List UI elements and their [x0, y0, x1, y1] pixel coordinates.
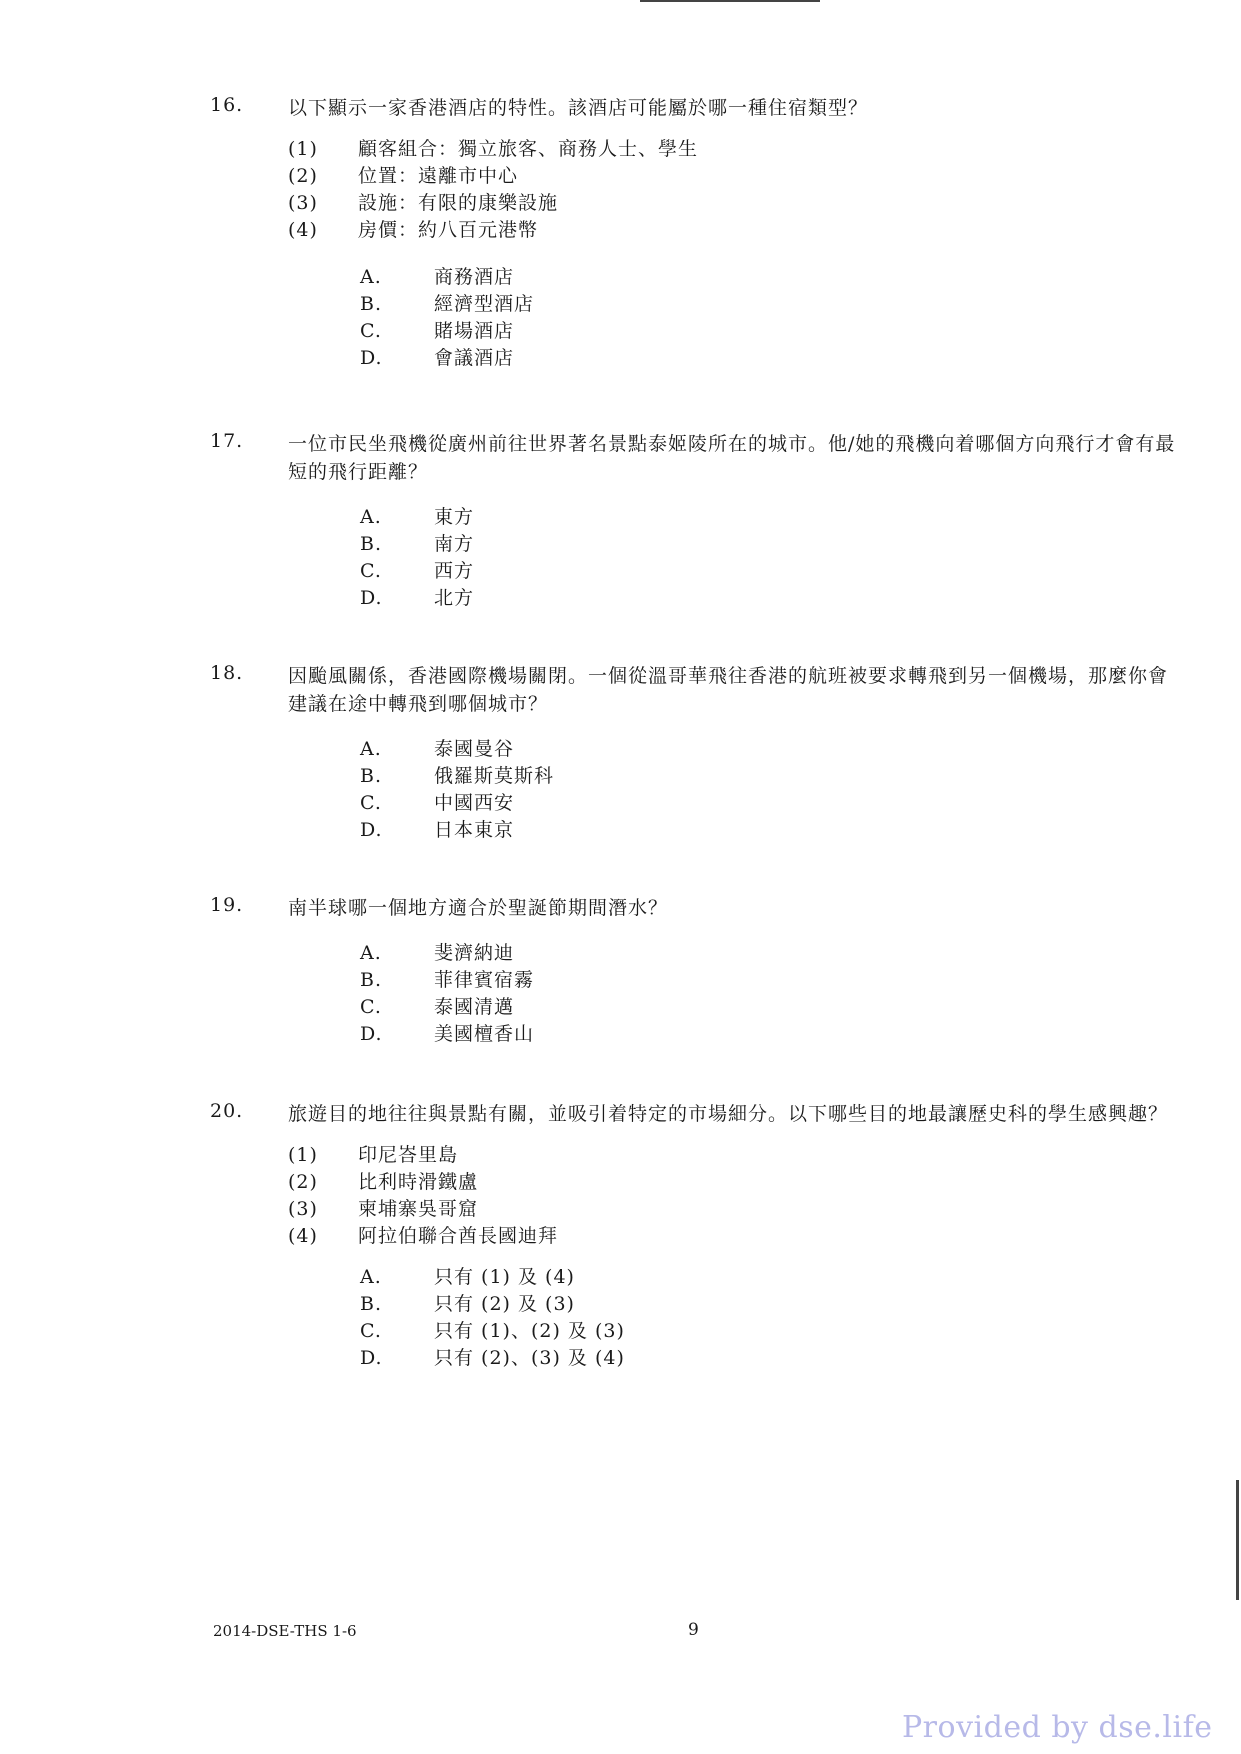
statement-text: 房價：約八百元港幣: [358, 219, 539, 241]
option-b: [360, 763, 1180, 790]
option-d: [360, 817, 1180, 844]
scan-artifact: [1236, 1480, 1239, 1600]
statement-item: [288, 1169, 1180, 1196]
question-text: 因颱風關係，香港國際機場關閉。一個從溫哥華飛往香港的航班被要求轉飛到另一個機場，那麼你會建議在途中轉飛到哪個城市？: [288, 665, 1169, 715]
option-label: D.: [360, 819, 383, 841]
option-text: 商務酒店: [434, 266, 515, 288]
option-a: [360, 940, 1180, 967]
option-text: 北方: [434, 587, 475, 609]
option-label: A.: [360, 266, 382, 288]
option-label: A.: [360, 942, 382, 964]
option-list: [360, 1264, 1180, 1372]
option-b: [360, 531, 1180, 558]
option-text: 菲律賓宿霧: [434, 969, 535, 991]
page-number: 9: [688, 1620, 699, 1640]
option-label: C.: [360, 792, 382, 814]
statement-text: 比利時滑鐵盧: [358, 1171, 479, 1193]
option-a: [360, 504, 1180, 531]
statement-item: [288, 1196, 1180, 1223]
option-b: [360, 291, 1180, 318]
option-label: C.: [360, 996, 382, 1018]
question-17: [210, 430, 1180, 612]
option-b: [360, 967, 1180, 994]
option-label: C.: [360, 320, 382, 342]
statement-text: 設施：有限的康樂設施: [358, 192, 559, 214]
option-d: [360, 585, 1180, 612]
question-20: [210, 1100, 1180, 1372]
question-16: [210, 94, 1180, 372]
option-label: B.: [360, 293, 383, 315]
option-text: 南方: [434, 533, 475, 555]
option-c: [360, 1318, 1180, 1345]
statement-item: [288, 217, 1180, 244]
statement-text: 位置：遠離市中心: [358, 165, 519, 187]
option-text: 只有 (2)、(3) 及 (4): [434, 1347, 625, 1369]
question-number: 19.: [210, 894, 244, 916]
option-label: D.: [360, 347, 383, 369]
option-list: [360, 736, 1180, 844]
statement-text: 顧客組合：獨立旅客、商務人士、學生: [358, 138, 699, 160]
option-text: 美國檀香山: [434, 1023, 535, 1045]
option-c: [360, 994, 1180, 1021]
paper-code: 2014-DSE-THS 1-6: [213, 1622, 357, 1640]
option-text: 日本東京: [434, 819, 515, 841]
option-text: 泰國清邁: [434, 996, 515, 1018]
option-label: B.: [360, 765, 383, 787]
option-text: 俄羅斯莫斯科: [434, 765, 555, 787]
option-d: [360, 1345, 1180, 1372]
statement-label: (1): [288, 138, 318, 160]
option-text: 中國西安: [434, 792, 515, 814]
question-text: 南半球哪一個地方適合於聖誕節期間潛水？: [288, 897, 669, 919]
statement-text: 印尼峇里島: [358, 1144, 459, 1166]
question-number: 17.: [210, 430, 244, 452]
option-d: [360, 1021, 1180, 1048]
statement-label: (3): [288, 1198, 318, 1220]
statement-list: [288, 136, 1180, 244]
question-number: 16.: [210, 94, 244, 116]
option-text: 只有 (1) 及 (4): [434, 1266, 575, 1288]
option-text: 只有 (1)、(2) 及 (3): [434, 1320, 625, 1342]
option-text: 只有 (2) 及 (3): [434, 1293, 575, 1315]
option-text: 東方: [434, 506, 475, 528]
question-text: 旅遊目的地往往與景點有關，並吸引着特定的市場細分。以下哪些目的地最讓歷史科的學生感興趣？: [288, 1103, 1169, 1125]
option-text: 泰國曼谷: [434, 738, 515, 760]
option-label: C.: [360, 1320, 382, 1342]
option-text: 斐濟納迪: [434, 942, 515, 964]
option-label: B.: [360, 533, 383, 555]
option-text: 西方: [434, 560, 475, 582]
statement-text: 柬埔寨吳哥窟: [358, 1198, 479, 1220]
scan-artifact: [640, 0, 820, 2]
question-19: [210, 894, 1180, 1048]
option-a: [360, 736, 1180, 763]
option-a: [360, 264, 1180, 291]
statement-label: (4): [288, 219, 318, 241]
option-text: 經濟型酒店: [434, 293, 535, 315]
option-text: 會議酒店: [434, 347, 515, 369]
option-d: [360, 345, 1180, 372]
statement-item: [288, 136, 1180, 163]
statement-item: [288, 163, 1180, 190]
question-number: 20.: [210, 1100, 244, 1122]
statement-list: [288, 1142, 1180, 1250]
question-18: [210, 662, 1180, 844]
option-label: A.: [360, 1266, 382, 1288]
statement-label: (1): [288, 1144, 318, 1166]
statement-label: (2): [288, 1171, 318, 1193]
option-label: A.: [360, 738, 382, 760]
option-label: C.: [360, 560, 382, 582]
statement-label: (2): [288, 165, 318, 187]
watermark: Provided by dse.life: [902, 1710, 1213, 1745]
statement-label: (4): [288, 1225, 318, 1247]
option-c: [360, 558, 1180, 585]
option-label: A.: [360, 506, 382, 528]
option-label: D.: [360, 1023, 383, 1045]
option-b: [360, 1291, 1180, 1318]
option-label: B.: [360, 969, 383, 991]
option-label: D.: [360, 587, 383, 609]
option-list: [360, 940, 1180, 1048]
option-c: [360, 790, 1180, 817]
option-label: B.: [360, 1293, 383, 1315]
statement-item: [288, 1223, 1180, 1250]
option-list: [360, 264, 1180, 372]
question-number: 18.: [210, 662, 244, 684]
statement-label: (3): [288, 192, 318, 214]
question-text: 以下顯示一家香港酒店的特性。該酒店可能屬於哪一種住宿類型？: [288, 97, 869, 119]
statement-item: [288, 190, 1180, 217]
option-a: [360, 1264, 1180, 1291]
option-text: 賭場酒店: [434, 320, 515, 342]
option-c: [360, 318, 1180, 345]
statement-item: [288, 1142, 1180, 1169]
option-list: [360, 504, 1180, 612]
question-text: 一位市民坐飛機從廣州前往世界著名景點泰姬陵所在的城市。他/她的飛機向着哪個方向飛行才會有最短的飛行距離？: [288, 433, 1176, 483]
statement-text: 阿拉伯聯合酋長國迪拜: [358, 1225, 559, 1247]
option-label: D.: [360, 1347, 383, 1369]
